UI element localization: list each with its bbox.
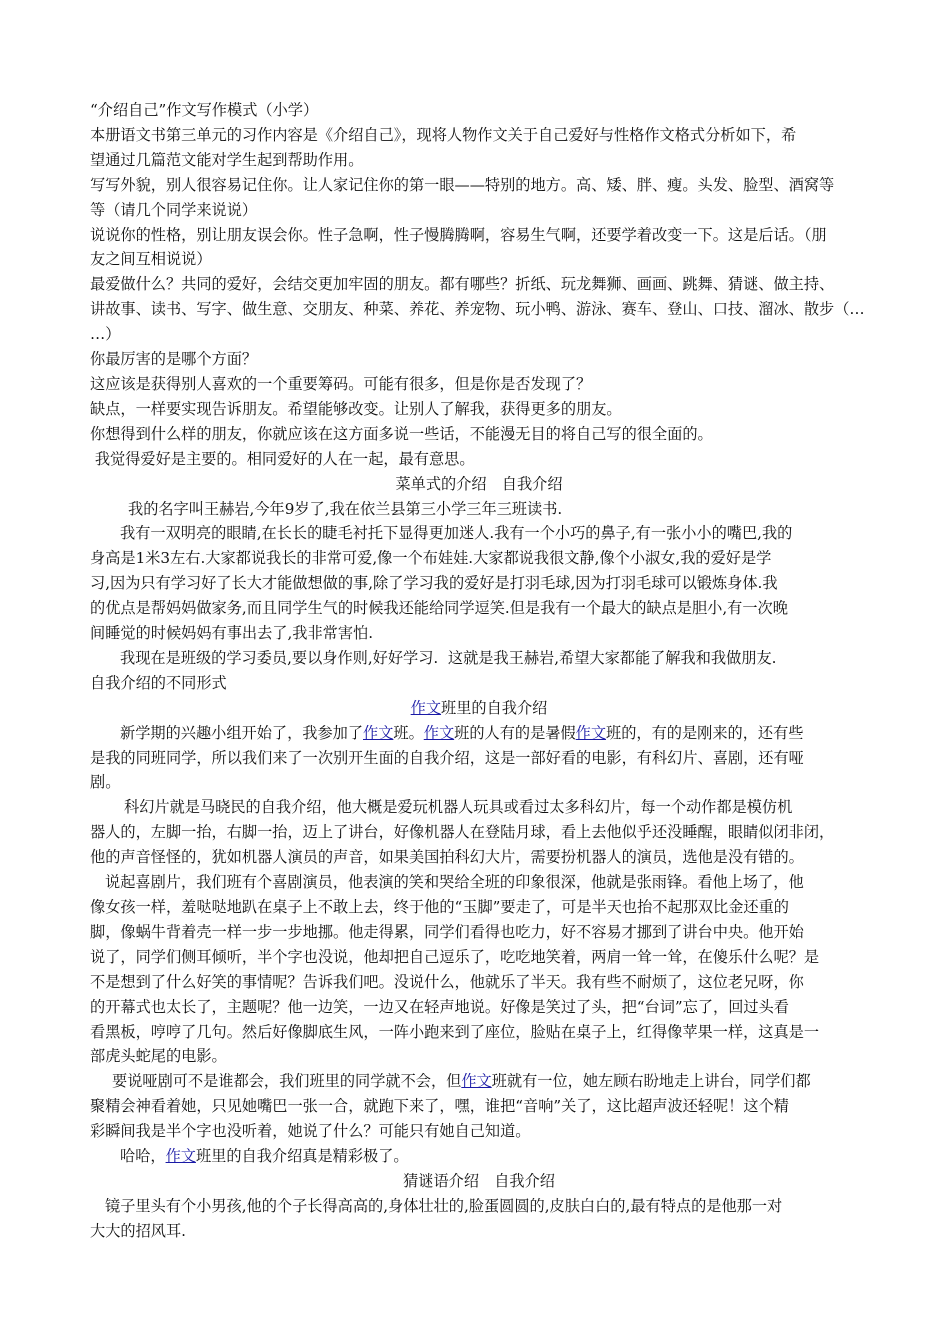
intro-line: 缺点，一样要实现告诉朋友。希望能够改变。让别人了解我，获得更多的朋友。: [90, 399, 622, 418]
section2-line: 是我的同班同学，所以我们来了一次别开生面的自我介绍，这是一部好看的电影，有科幻片、喜剧，还有哑: [90, 748, 804, 767]
intro-line: 你最厉害的是哪个方面？: [90, 350, 258, 369]
section2-line: 器人的，左脚一抬，右脚一抬，迈上了讲台，好像机器人在登陆月球，看上去他似乎还没睡醒，眼睛似闭非闭，: [90, 823, 835, 842]
section2-line: 部虎头蛇尾的电影。: [90, 1047, 227, 1066]
section2-line: 剧。: [90, 773, 121, 792]
section2-line: 像女孩一样，羞哒哒地趴在桌子上不敢上去，终于他的“玉脚”要走了，可是半天也抬不起那双比金还重的: [90, 898, 789, 916]
section2-line: 说了，同学们侧耳倾听，半个字也没说，他却把自己逗乐了，吃吃地笑着，两肩一耸一耸，在傻乐什么呢？是: [90, 947, 819, 966]
intro-line: 这应该是获得别人喜欢的一个重要筹码。可能有很多，但是你是否发现了？: [90, 374, 592, 393]
section2-line: 聚精会神看着她，只见她嘴巴一张一合，就跑下来了，嘿，谁把“音响”关了，这比超声波还轻呢！这个精: [90, 1097, 789, 1116]
section3-line: 大大的招风耳.: [90, 1221, 186, 1240]
section2-line: 不是想到了什么好笑的事情呢？告诉我们吧。没说什么，他就乐了半天。我有些不耐烦了，这位老兄呀，你: [90, 972, 804, 991]
document-page: [90, 98, 868, 1244]
section2-line: 哈哈，作文班里的自我介绍真是精彩极了。: [120, 1147, 409, 1166]
section3-line: 镜子里头有个小男孩,他的个子长得高高的,身体壮壮的,脸蛋圆圆的,皮肤白白的,最有特点的是他那一对: [105, 1196, 783, 1215]
section2-line: 他的声音怪怪的，犹如机器人演员的声音，如果美国拍科幻大片，需要扮机器人的演员，选他是没有错的。: [90, 848, 804, 867]
intro-line: 最爱做什么？共同的爱好，会结交更加牢固的朋友。都有哪些？折纸、玩龙舞狮、画画、跳舞、猜谜、做主持、: [90, 275, 835, 294]
intro-line: 讲故事、读书、写字、做生意、交朋友、种菜、养花、养宠物、玩小鸭、游泳、赛车、登山、口技、溜冰、散步（…: [90, 300, 865, 319]
section1-line: 我有一双明亮的眼睛,在长长的睫毛衬托下显得更加迷人.我有一个小巧的鼻子,有一张小小的嘴巴,我的: [120, 524, 793, 543]
section2-line: 要说哑剧可不是谁都会，我们班里的同学就不会，但作文班就有一位，她左顾右盼地走上讲台，同学们都: [112, 1072, 811, 1091]
section1-line: 习,因为只有学习好了长大才能做想做的事,除了学习我的爱好是打羽毛球,因为打羽毛球可以锻炼身体.我: [90, 574, 778, 593]
zuowen-link[interactable]: 作文: [363, 723, 394, 742]
intro-line: 你想得到什么样的朋友，你就应该在这方面多说一些话，不能漫无目的将自己写的很全面的。: [90, 424, 713, 443]
section1-line: 我现在是班级的学习委员,要以身作则,好好学习. 这就是我王赫岩,希望大家都能了解我和我做朋友.: [120, 648, 777, 667]
section2-line: 脚，像蜗牛背着壳一样一步一步地挪。他走得累，同学们看得也吃力，好不容易才挪到了讲台中央。他开始: [90, 922, 804, 941]
section2-line: 看黑板，哼哼了几句。然后好像脚底生风，一阵小跑来到了座位，脸贴在桌子上，红得像苹果一样，这真是一: [90, 1022, 819, 1041]
section2-line: 科幻片就是马晓民的自我介绍，他大概是爱玩机器人玩具或看过太多科幻片，每一个动作都是模仿机: [124, 798, 793, 817]
zuowen-link[interactable]: 作文: [423, 723, 455, 742]
forms-label: 自我介绍的不同形式: [90, 673, 227, 692]
section2-heading: 作文班里的自我介绍: [410, 698, 548, 717]
section1-line: 我的名字叫王赫岩,今年9岁了,我在依兰县第三小学三年三班读书.: [128, 499, 563, 518]
section1-line: 间睡觉的时候妈妈有事出去了,我非常害怕.: [90, 624, 374, 643]
section2-line: 彩瞬间我是半个字也没听着，她说了什么？可能只有她自己知道。: [90, 1122, 531, 1141]
intro-line: …）: [90, 325, 121, 344]
section2-line: 说起喜剧片，我们班有个喜剧演员，他表演的笑和哭给全班的印象很深，他就是张雨锋。看他上场了，他: [105, 873, 804, 892]
section1-heading: 菜单式的介绍 自我介绍: [395, 474, 563, 493]
intro-line: 友之间互相说说）: [90, 250, 212, 269]
section2-line: 新学期的兴趣小组开始了，我参加了作文班。作文班的人有的是暑假作文班的，有的是刚来的，还有些: [120, 723, 804, 742]
intro-line: 本册语文书第三单元的习作内容是《介绍自己》，现将人物作文关于自己爱好与性格作文格式分析如下，希: [90, 125, 797, 144]
intro-line: 我觉得爱好是主要的。相同爱好的人在一起，最有意思。: [90, 449, 475, 468]
zuowen-link[interactable]: 作文: [410, 698, 442, 717]
doc-title: “介绍自己”作文写作模式（小学）: [90, 101, 319, 119]
zuowen-link[interactable]: 作文: [575, 723, 606, 742]
section3-heading: 猜谜语介绍 自我介绍: [403, 1171, 555, 1190]
intro-line: 等（请几个同学来说说）: [90, 200, 258, 219]
section1-line: 的优点是帮妈妈做家务,而且同学生气的时候我还能给同学逗笑.但是我有一个最大的缺点是胆小,有一次晚: [90, 599, 788, 618]
intro-line: 说说你的性格，别让朋友误会你。性子急啊，性子慢腾腾啊，容易生气啊，还要学着改变一下。这是后话。（朋: [90, 225, 827, 244]
section2-line: 的开幕式也太长了，主题呢？他一边笑，一边又在轻声地说。好像是笑过了头，把“台词”忘了，回过头看: [90, 997, 789, 1016]
section1-line: 身高是1米3左右.大家都说我长的非常可爱,像一个布娃娃.大家都说我很文静,像个小淑女,我的爱好是学: [90, 549, 772, 568]
zuowen-link[interactable]: 作文: [461, 1072, 492, 1091]
intro-line: 写写外貌，别人很容易记住你。让人家记住你的第一眼——特别的地方。高、矮、胖、瘦。头发、脸型、酒窝等: [90, 175, 835, 194]
zuowen-link[interactable]: 作文: [165, 1147, 196, 1166]
intro-line: 望通过几篇范文能对学生起到帮助作用。: [90, 150, 364, 169]
